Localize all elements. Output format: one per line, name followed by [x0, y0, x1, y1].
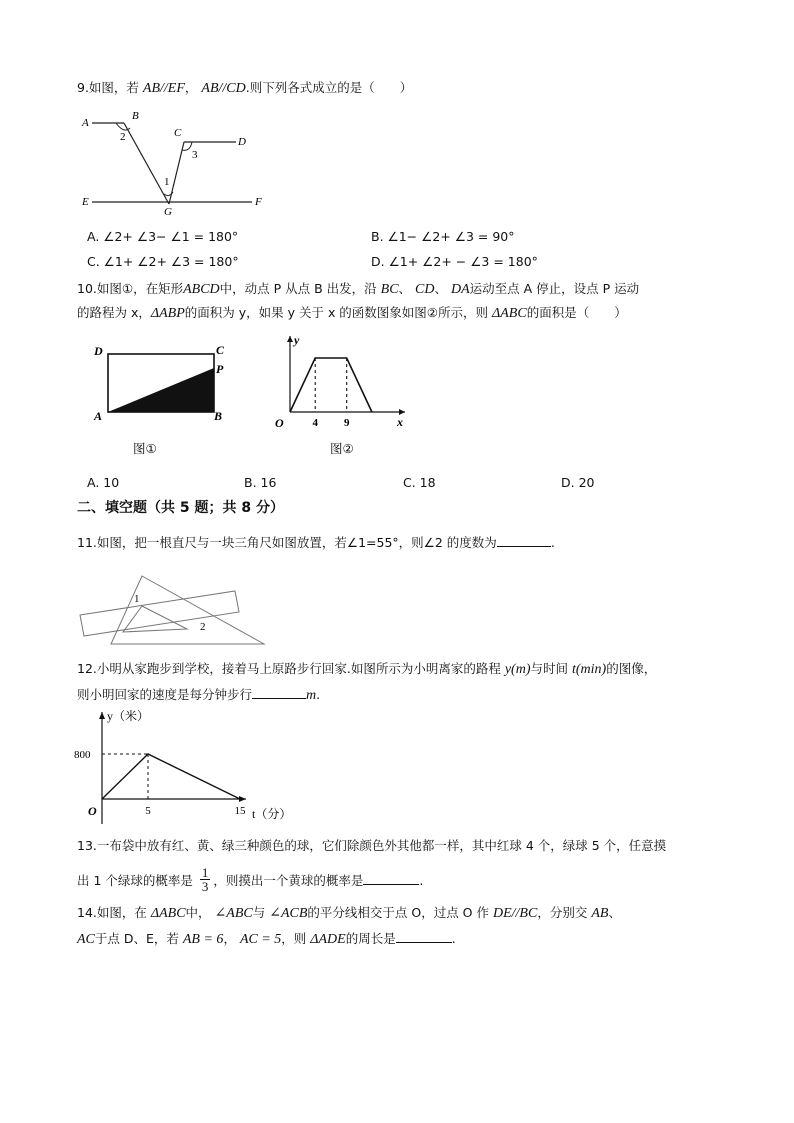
q10-fig1-label-B: B [214, 409, 223, 423]
q10-option-a[interactable]: A. 10 [87, 475, 120, 490]
q12-y-axis-label: y（米） [107, 709, 150, 723]
q12-answer-blank[interactable] [252, 686, 306, 699]
q10-figure-1 [92, 338, 232, 428]
q11-angle-2: 2 [200, 621, 206, 633]
q9-label-G: G [164, 206, 172, 218]
q10-fig1-label-A: A [94, 409, 103, 423]
q10-caption-2: 图② [330, 441, 354, 456]
q10-option-b[interactable]: B. 16 [244, 475, 277, 490]
q9-option-d[interactable]: D. ∠1+ ∠2+ − ∠3 = 180° [371, 254, 538, 269]
q14-answer-blank[interactable] [396, 930, 452, 943]
q13-stem-line2: 出 1 个绿球的概率是 $\frac{1}{3}$ ，则摸出一个黄球的概率是 . [77, 865, 424, 894]
q12-x-tick-15: 15 [234, 805, 246, 817]
q14-stem-line2: AC于点 D、E，若 AB = 6， AC = 5，则 ΔADE的周长是 . [77, 931, 456, 947]
q11-angle-1: 1 [134, 593, 140, 605]
q13-stem-line1: 13.一布袋中放有红、黄、绿三种颜色的球，它们除颜色外其他都一样，其中红球 4 个，绿球 5 个，任意摸 [77, 838, 667, 853]
q9-stem: 9.如图，若 AB//EF， AB//CD.则下列各式成立的是（ ） [77, 80, 413, 96]
q9-label-F: F [255, 196, 262, 208]
q12-x-tick-5: 5 [145, 805, 151, 817]
section-2-title: 二、填空题（共 5 题；共 8 分） [77, 500, 284, 516]
q12-y-tick-800: 800 [74, 749, 91, 761]
q9-label-E: E [82, 196, 89, 208]
q10-caption-1: 图① [133, 441, 157, 456]
q10-fig2-tick-4: 4 [312, 417, 318, 429]
q9-angle-3: 3 [192, 149, 198, 161]
q9-label-B: B [132, 110, 139, 122]
q12-graph-line [102, 754, 240, 799]
q9-option-c[interactable]: C. ∠1+ ∠2+ ∠3 = 180° [87, 254, 239, 269]
q10-fig1-label-D: D [94, 344, 103, 358]
q9-label-D: D [238, 136, 246, 148]
q10-graph-line [290, 358, 372, 412]
q13-fraction: $\frac{1}{3}$ [201, 865, 209, 894]
q12-stem-line1: 12.小明从家跑步到学校，接着马上原路步行回家.如图所示为小明离家的路程 y(m)与时间 t(min)的图像， [77, 661, 657, 677]
q9-option-a[interactable]: A. ∠2+ ∠3− ∠1 = 180° [87, 229, 239, 244]
q9-label-A: A [82, 117, 89, 129]
q12-graph [70, 706, 290, 826]
q10-option-d[interactable]: D. 20 [561, 475, 595, 490]
q9-angle-2: 2 [120, 131, 126, 143]
q10-option-c[interactable]: C. 18 [403, 475, 436, 490]
q10-stem-line1: 10.如图①，在矩形ABCD中，动点 P 从点 B 出发，沿 BC、 CD、 DA运动至点 A 停止，设点 P 运动 [77, 281, 640, 297]
q10-stem-line2: 的路程为 x，ΔABP的面积为 y，如果 y 关于 x 的函数图象如图②所示，则 ΔABC的面积是（ ） [77, 305, 627, 321]
q10-fig2-tick-9: 9 [343, 417, 350, 429]
q11-answer-blank[interactable] [497, 534, 551, 547]
q11-figure [78, 574, 248, 649]
q10-fig2-label-x: x [397, 415, 403, 429]
q10-fig1-label-P: P [216, 362, 224, 376]
q14-stem-line1: 14.如图，在 ΔABC中， ∠ABC与 ∠ACB的平分线相交于点 O，过点 O 作 DE//BC，分别交 AB、 [77, 905, 621, 921]
q10-fig2-label-y: y [294, 333, 300, 347]
q9-option-b[interactable]: B. ∠1− ∠2+ ∠3 = 90° [371, 229, 515, 244]
q10-fig1-label-C: C [216, 343, 225, 357]
q9-figure [78, 108, 278, 218]
q11-stem: 11.如图，把一根直尺与一块三角尺如图放置，若∠1=55°，则∠2 的度数为 . [77, 535, 555, 550]
q10-fig2-label-O: O [275, 416, 284, 430]
q13-answer-blank[interactable] [363, 872, 419, 885]
q12-stem-line2: 则小明回家的速度是每分钟步行 m. [77, 687, 321, 703]
q9-label-C: C [174, 127, 182, 139]
q9-angle-1: 1 [164, 176, 170, 188]
q12-x-axis-label: t（分） [252, 807, 292, 821]
q10-figure-2 [262, 330, 412, 430]
q12-origin-label: O [88, 804, 97, 818]
